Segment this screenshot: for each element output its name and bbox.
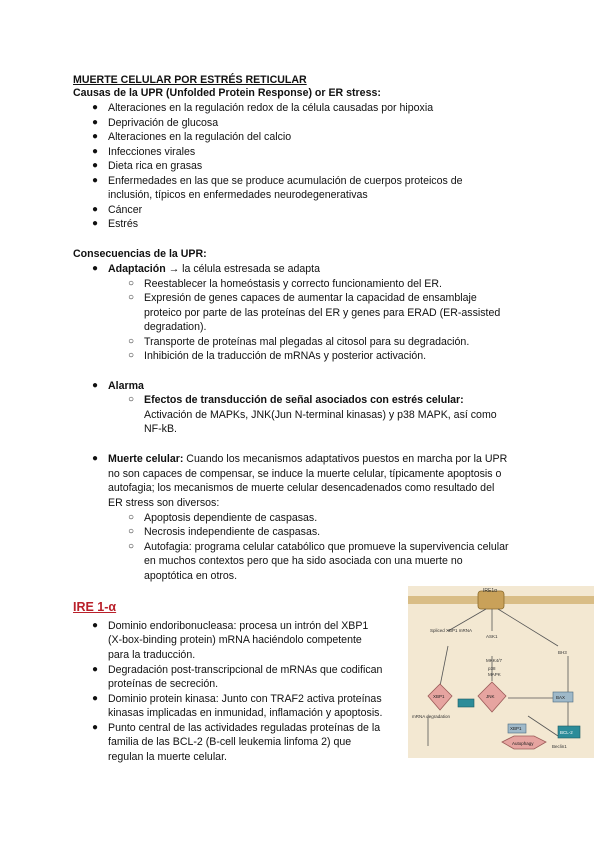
list-item: Cáncer [108, 204, 143, 216]
death-label: Muerte celular: [108, 453, 184, 465]
diagram-label: Autophagy [512, 741, 534, 746]
list-item-continuation: para la traducción. [108, 649, 196, 661]
sub-item: Reestablecer la homeóstasis y correcto funcionamiento del ER. [144, 278, 442, 290]
list-item: Enfermedades en las que se produce acumulación de cuerpos proteicos de [108, 175, 463, 187]
bullet-icon: ● [92, 175, 99, 186]
circle-bullet-icon: ○ [128, 394, 135, 405]
sub-item: Transporte de proteínas mal plegadas al citosol para su degradación. [144, 336, 470, 348]
dna-box [458, 699, 474, 707]
circle-bullet-icon: ○ [128, 541, 135, 552]
diagram-label: mRNA degradation [412, 714, 451, 719]
causes-heading: Causas de la UPR (Unfolded Protein Response) or ER stress: [73, 87, 381, 99]
death-text: no son capaces de compensar, se induce la muerte celular, típicamente apoptosis o [108, 468, 502, 480]
bullet-icon: ● [92, 722, 99, 733]
sub-item: Apoptosis dependiente de caspasas. [144, 512, 318, 524]
list-item: Dieta rica en grasas [108, 160, 203, 172]
list-item-continuation: regulan la muerte celular. [108, 751, 227, 763]
sub-item: Inhibición de la traducción de mRNAs y posterior activación. [144, 350, 427, 362]
bullet-icon: ● [92, 117, 99, 128]
list-item: Alteraciones en la regulación redox de la célula causadas por hipoxia [108, 102, 434, 114]
diagram-label: Beclin1 [552, 744, 567, 749]
circle-bullet-icon: ○ [128, 512, 135, 523]
adaptation-text: → la célula estresada se adapta [165, 263, 320, 275]
diagram-label: p38 [488, 666, 496, 671]
bullet-icon: ● [92, 204, 99, 215]
list-item: Infecciones virales [108, 146, 196, 158]
list-item-continuation: familia de las BCL-2 (B-cell leukemia linfoma 2) que [108, 736, 352, 748]
bullet-icon: ● [92, 664, 99, 675]
circle-bullet-icon: ○ [128, 350, 135, 361]
alarm-text: NF-kB. [144, 423, 177, 435]
list-item: Alteraciones en la regulación del calcio [108, 131, 292, 143]
diagram-label: JNK [486, 694, 495, 699]
list-item: Dominio protein kinasa: Junto con TRAF2 activa proteínas [108, 693, 382, 705]
alarm-sub-label: Efectos de transducción de señal asociados con estrés celular: [144, 394, 464, 406]
diagram-label: XBP1 [510, 726, 522, 731]
diagram-label: MKK4/7 [486, 658, 503, 663]
list-item: Dominio endoribonucleasa: procesa un intrón del XBP1 [108, 620, 369, 632]
sub-item-continuation: degradation). [144, 321, 207, 333]
death-text: Cuando los mecanismos adaptativos puestos en marcha por la UPR [183, 453, 508, 465]
bullet-icon: ● [92, 160, 99, 171]
adaptation-label: Adaptación [108, 263, 166, 275]
circle-bullet-icon: ○ [128, 278, 135, 289]
ire1-pathway-diagram [408, 586, 594, 758]
alarm-label: Alarma [108, 380, 144, 392]
list-item: Estrés [108, 218, 139, 230]
bullet-icon: ● [92, 102, 99, 113]
death-text: autofagia; los mecanismos de muerte celular desencadenados como resultado del [108, 482, 495, 494]
bullet-icon: ● [92, 693, 99, 704]
bullet-icon: ● [92, 263, 99, 274]
diagram-label: BAX [556, 695, 566, 700]
bullet-icon: ● [92, 146, 99, 157]
consequences-heading: Consecuencias de la UPR: [73, 248, 207, 260]
sub-item: Autofagia: programa celular catabólico que promueve la supervivencia celular [144, 541, 509, 553]
diagram-label: Spliced XBP1 mRNA [430, 628, 473, 633]
circle-bullet-icon: ○ [128, 526, 135, 537]
list-item-continuation: (X-box-binding protein) mRNA haciéndolo competente [108, 634, 362, 646]
page-title: MUERTE CELULAR POR ESTRÉS RETICULAR [73, 74, 307, 86]
sub-item: Necrosis independiente de caspasas. [144, 526, 321, 538]
circle-bullet-icon: ○ [128, 336, 135, 347]
bullet-icon: ● [92, 620, 99, 631]
alarm-text: Activación de MAPKs, JNK(Jun N-terminal kinasas) y p38 MAPK, así como [144, 409, 497, 421]
diagram-label: IRE1α [483, 588, 498, 594]
bullet-icon: ● [92, 218, 99, 229]
diagram-label: XBP1 [433, 694, 445, 699]
list-item: Deprivación de glucosa [108, 117, 219, 129]
diagram-label: MAPK [488, 672, 501, 677]
list-item-continuation: inclusión, típicos en enfermedades neurodegenerativas [108, 189, 368, 201]
circle-bullet-icon: ○ [128, 292, 135, 303]
sub-item-continuation: proteico por parte de las proteínas del ER y genes para ERAD (ER-assisted [144, 307, 501, 319]
bullet-icon: ● [92, 131, 99, 142]
sub-item-continuation: apoptótica en otros. [144, 570, 238, 582]
diagram-label: ASK1 [486, 634, 498, 639]
ire-heading: IRE 1-α [73, 600, 117, 614]
list-item-continuation: proteínas de secreción. [108, 678, 219, 690]
sub-item-continuation: en muchos contextos pero que ha sido asociada con una muerte no [144, 555, 463, 567]
list-item-continuation: kinasas implicadas en inmunidad, inflamación y apoptosis. [108, 707, 383, 719]
list-item: Degradación post-transcripcional de mRNAs que codifican [108, 664, 383, 676]
adaptation-item [108, 262, 320, 276]
diagram-label: BCL-2 [560, 730, 573, 735]
death-item [108, 452, 507, 466]
death-text: ER stress son diversos: [108, 497, 220, 509]
diagram-label: BH3 [558, 650, 567, 655]
list-item: Punto central de las actividades reguladas proteínas de la [108, 722, 381, 734]
bullet-icon: ● [92, 380, 99, 391]
bullet-icon: ● [92, 453, 99, 464]
sub-item: Expresión de genes capaces de aumentar la capacidad de ensamblaje [144, 292, 477, 304]
